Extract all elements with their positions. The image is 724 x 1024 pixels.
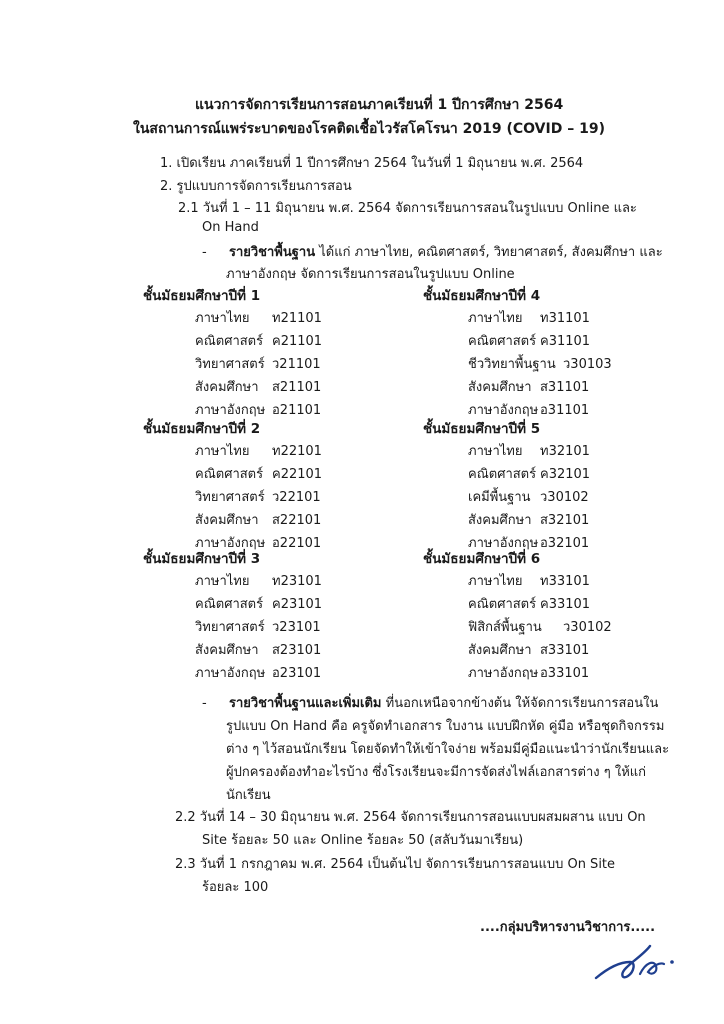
subject-name: สังคมศึกษา xyxy=(195,643,259,658)
subject-name: ภาษาไทย xyxy=(468,574,523,589)
subject-name: ภาษาอังกฤษ xyxy=(195,536,266,551)
bullet-dash: - xyxy=(202,245,207,260)
subject-code: อ23101 xyxy=(272,666,322,681)
bullet-2-line-2: รูปแบบ On Hand คือ ครูจัดทำเอกสาร ใบงาน แบบฝึกหัด คู่มือ หรือชุดกิจกรรม xyxy=(226,719,665,734)
document-title-line-1: แนวการจัดการเรียนการสอนภาคเรียนที่ 1 ปีการศึกษา 2564 xyxy=(195,97,564,113)
bullet-2-bold-label: รายวิชาพื้นฐานและเพิ่มเติม xyxy=(228,696,382,711)
subject-name: คณิตศาสตร์ xyxy=(468,334,537,349)
signature-stroke-2 xyxy=(640,963,664,974)
grade-1-heading: ชั้นมัธยมศึกษาปีที่ 1 xyxy=(143,288,261,304)
subject-name: ภาษาไทย xyxy=(195,444,250,459)
subject-code: ว21101 xyxy=(272,357,321,372)
subject-name: คณิตศาสตร์ xyxy=(195,334,264,349)
subject-name: สังคมศึกษา xyxy=(195,513,259,528)
subject-code: อ33101 xyxy=(540,666,590,681)
bullet-1-text: ได้แก่ ภาษาไทย, คณิตศาสตร์, วิทยาศาสตร์, สังคมศึกษา และ xyxy=(315,245,663,260)
subject-name: วิทยาศาสตร์ xyxy=(195,620,265,635)
subject-code: ส23101 xyxy=(272,643,322,658)
section-2-1-line-2: On Hand xyxy=(202,220,259,235)
subject-name: ภาษาไทย xyxy=(468,311,523,326)
subject-name: ภาษาไทย xyxy=(468,444,523,459)
subject-code: ค22101 xyxy=(272,467,323,482)
bullet-1-bold-label: รายวิชาพื้นฐาน xyxy=(228,245,316,260)
subject-name: คณิตศาสตร์ xyxy=(468,467,537,482)
section-2-3-line-1: 2.3 วันที่ 1 กรกฎาคม พ.ศ. 2564 เป็นต้นไป จัดการเรียนการสอนแบบ On Site xyxy=(175,857,616,872)
subject-name: วิทยาศาสตร์ xyxy=(195,490,265,505)
subject-code: ค33101 xyxy=(540,597,591,612)
subject-code: ว30102 xyxy=(563,620,612,635)
subject-name: ภาษาอังกฤษ xyxy=(468,666,539,681)
grade-2-heading: ชั้นมัธยมศึกษาปีที่ 2 xyxy=(143,421,261,437)
bullet-2-line-1 xyxy=(202,692,658,713)
subject-code: ส22101 xyxy=(272,513,322,528)
subject-code: ว30103 xyxy=(563,357,612,372)
subject-code: ท32101 xyxy=(540,444,590,459)
subject-code: ค32101 xyxy=(540,467,591,482)
subject-code: อ32101 xyxy=(540,536,590,551)
department-footer: ....กลุ่มบริหารงานวิชาการ..... xyxy=(480,920,656,935)
subject-code: ท21101 xyxy=(272,311,322,326)
subject-name: สังคมศึกษา xyxy=(468,380,532,395)
subject-name: คณิตศาสตร์ xyxy=(195,467,264,482)
subject-code: ค31101 xyxy=(540,334,591,349)
signature-mark xyxy=(590,932,680,992)
bullet-2-line-5: นักเรียน xyxy=(226,788,271,803)
signature-stroke xyxy=(596,946,650,978)
item-1-text: 1. เปิดเรียน ภาคเรียนที่ 1 ปีการศึกษา 2564 ในวันที่ 1 มิถุนายน พ.ศ. 2564 xyxy=(160,156,584,171)
subject-code: อ22101 xyxy=(272,536,322,551)
subject-code: ส32101 xyxy=(540,513,590,528)
bullet-1-line-1 xyxy=(202,241,663,262)
section-2-1-line-1: 2.1 วันที่ 1 – 11 มิถุนายน พ.ศ. 2564 จัดการเรียนการสอนในรูปแบบ Online และ xyxy=(178,201,637,216)
bullet-2-text: ที่นอกเหนือจากข้างต้น ให้จัดการเรียนการสอนใน xyxy=(381,696,659,711)
subject-name: ภาษาอังกฤษ xyxy=(468,536,539,551)
subject-name: สังคมศึกษา xyxy=(195,380,259,395)
subject-name: เคมีพื้นฐาน xyxy=(468,490,531,505)
subject-name: ภาษาไทย xyxy=(195,574,250,589)
bullet-1-line-2: ภาษาอังกฤษ จัดการเรียนการสอนในรูปแบบ Online xyxy=(226,267,515,282)
item-2-text: 2. รูปแบบการจัดการเรียนการสอน xyxy=(160,179,352,194)
subject-name: ชีววิทยาพื้นฐาน xyxy=(468,357,556,372)
subject-name: สังคมศึกษา xyxy=(468,643,532,658)
grade-6-heading: ชั้นมัธยมศึกษาปีที่ 6 xyxy=(423,551,541,567)
signature-dot xyxy=(670,960,674,964)
subject-name: คณิตศาสตร์ xyxy=(195,597,264,612)
subject-code: อ21101 xyxy=(272,403,322,418)
bullet-dash: - xyxy=(202,696,207,711)
subject-name: ฟิสิกส์พื้นฐาน xyxy=(468,620,542,635)
section-2-2-line-1: 2.2 วันที่ 14 – 30 มิถุนายน พ.ศ. 2564 จัดการเรียนการสอนแบบผสมผสาน แบบ On xyxy=(175,810,646,825)
subject-code: ค23101 xyxy=(272,597,323,612)
subject-code: ท31101 xyxy=(540,311,590,326)
grade-3-heading: ชั้นมัธยมศึกษาปีที่ 3 xyxy=(143,551,261,567)
grade-5-heading: ชั้นมัธยมศึกษาปีที่ 5 xyxy=(423,421,541,437)
subject-name: ภาษาไทย xyxy=(195,311,250,326)
subject-code: ค21101 xyxy=(272,334,323,349)
subject-code: ท23101 xyxy=(272,574,322,589)
subject-name: ภาษาอังกฤษ xyxy=(195,403,266,418)
subject-name: วิทยาศาสตร์ xyxy=(195,357,265,372)
section-2-2-line-2: Site ร้อยละ 50 และ Online ร้อยละ 50 (สลับวันมาเรียน) xyxy=(202,833,524,848)
grade-4-heading: ชั้นมัธยมศึกษาปีที่ 4 xyxy=(423,288,541,304)
subject-name: ภาษาอังกฤษ xyxy=(195,666,266,681)
subject-code: ว22101 xyxy=(272,490,321,505)
subject-code: ว30102 xyxy=(540,490,589,505)
bullet-2-line-4: ผู้ปกครองต้องทำอะไรบ้าง ซึ่งโรงเรียนจะมีการจัดส่งไฟล์เอกสารต่าง ๆ ให้แก่ xyxy=(226,765,647,780)
subject-name: ภาษาอังกฤษ xyxy=(468,403,539,418)
subject-code: ว23101 xyxy=(272,620,321,635)
subject-code: ส31101 xyxy=(540,380,590,395)
bullet-2-line-3: ต่าง ๆ ไว้สอนนักเรียน โดยจัดทำให้เข้าใจง่าย พร้อมมีคู่มือแนะนำว่านักเรียนและ xyxy=(226,742,670,757)
subject-code: ส33101 xyxy=(540,643,590,658)
document-title-line-2: ในสถานการณ์แพร่ระบาดของโรคติดเชื้อไวรัสโคโรนา 2019 (COVID – 19) xyxy=(133,121,605,137)
subject-code: อ31101 xyxy=(540,403,590,418)
subject-name: คณิตศาสตร์ xyxy=(468,597,537,612)
subject-name: สังคมศึกษา xyxy=(468,513,532,528)
subject-code: ท33101 xyxy=(540,574,590,589)
subject-code: ท22101 xyxy=(272,444,322,459)
section-2-3-line-2: ร้อยละ 100 xyxy=(202,880,269,895)
subject-code: ส21101 xyxy=(272,380,322,395)
